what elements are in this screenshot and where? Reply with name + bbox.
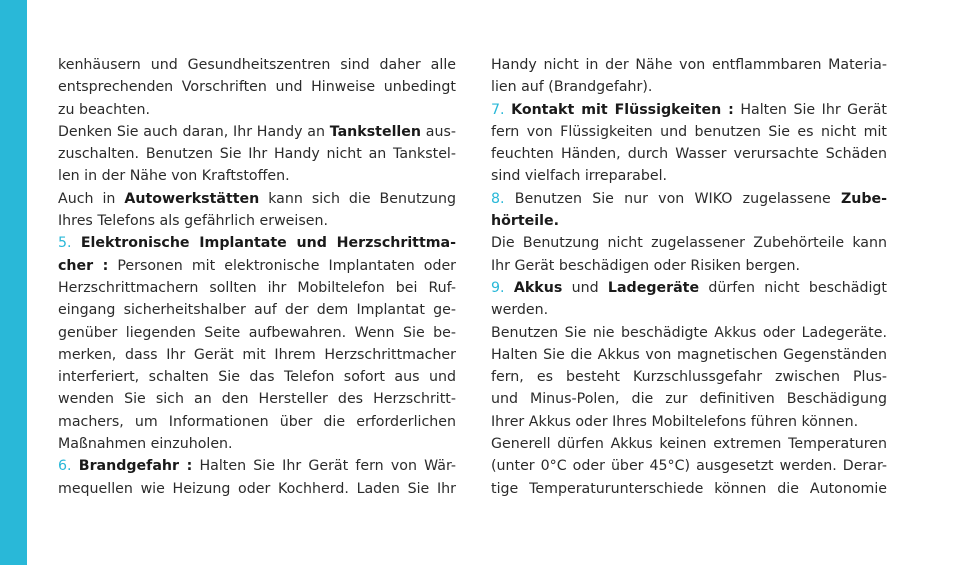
text-line xyxy=(58,188,456,210)
section-number: 6. xyxy=(58,458,72,475)
text-segment: fern, es besteht Kurzschlussgefahr zwischen Plus- xyxy=(491,369,887,386)
text-segment: mequellen wie Heizung oder Kochherd. Laden Sie Ihr xyxy=(58,480,456,497)
bold-term: Autowerkstätten xyxy=(124,190,260,207)
text-line xyxy=(491,277,887,299)
text-line xyxy=(58,165,456,187)
text-line xyxy=(491,54,887,76)
text-segment: Halten Sie die Akkus von magnetischen Gegenständen xyxy=(491,346,887,363)
text-line xyxy=(58,76,456,98)
text-line xyxy=(58,143,456,165)
text-line xyxy=(491,299,887,321)
text-segment: Personen mit elektronische Implantaten oder xyxy=(108,257,457,274)
text-segment: Halten Sie Ihr Gerät fern von Wär- xyxy=(192,458,456,475)
text-segment: genüber liegenden Seite aufbewahren. Wenn Sie be- xyxy=(58,324,456,341)
text-line xyxy=(58,277,456,299)
text-line xyxy=(58,54,456,76)
section-number: 9. xyxy=(491,279,505,296)
text-segment: Handy nicht in der Nähe von entflammbaren Materia- xyxy=(491,57,887,73)
text-segment: Ihres Telefons als gefährlich erweisen. xyxy=(58,213,328,230)
text-line xyxy=(491,143,887,165)
text-segment: Halten Sie Ihr Gerät xyxy=(733,101,887,118)
text-segment: Herzschrittmachern sollten ihr Mobiltelefon bei Ruf- xyxy=(58,279,456,296)
section-number: 5. xyxy=(58,235,72,252)
text-segment: sind vielfach irreparabel. xyxy=(491,168,668,185)
text-line xyxy=(491,99,887,121)
text-line xyxy=(58,344,456,366)
text-segment: Benutzen Sie nie beschädigte Akkus oder Ladegeräte. xyxy=(491,324,887,341)
text-segment: interferiert, schalten Sie das Telefon sofort aus und xyxy=(58,369,456,386)
text-segment: Denken Sie auch daran, Ihr Handy an xyxy=(58,123,330,140)
text-segment xyxy=(72,458,79,474)
bold-term: Ladegeräte xyxy=(607,279,700,296)
text-segment xyxy=(505,280,514,296)
text-line xyxy=(491,165,887,187)
text-line xyxy=(491,232,887,254)
text-segment: eingang sicherheitshalber auf der dem Implantat ge- xyxy=(58,302,456,319)
text-segment: Ihrer Akkus oder Ihres Mobiltelefons führen können. xyxy=(491,413,859,430)
text-segment: kenhäusern und Gesundheitszentren sind daher alle xyxy=(58,57,456,73)
text-line xyxy=(491,76,887,98)
bold-term: Kontakt mit Flüssigkeiten : xyxy=(511,101,734,118)
bold-term: Tankstellen xyxy=(329,123,422,140)
text-line xyxy=(491,344,887,366)
text-line xyxy=(491,433,887,455)
text-segment: zuschalten. Benutzen Sie Ihr Handy nicht an Tankstel- xyxy=(58,146,456,163)
text-segment: Generell dürfen Akkus keinen extremen Temperaturen xyxy=(491,436,887,453)
text-line xyxy=(491,455,887,477)
text-line xyxy=(491,322,887,344)
bold-term: Brandgefahr : xyxy=(78,458,193,475)
text-line xyxy=(58,478,456,500)
text-segment: Die Benutzung nicht zugelassener Zubehörteile kann xyxy=(491,235,887,252)
text-line xyxy=(491,188,887,210)
text-segment: machers, um Informationen über die erforderlichen xyxy=(58,413,456,430)
text-segment: und Minus-Polen, die zur definitiven Beschädigung xyxy=(491,391,887,408)
bold-term: Elektronische Implantate und Herzschrittma- xyxy=(80,235,456,252)
text-line xyxy=(58,411,456,433)
text-line xyxy=(491,366,887,388)
text-segment: wenden Sie sich an den Hersteller des Herzschritt- xyxy=(58,391,456,408)
text-segment: feuchten Händen, durch Wasser verursachte Schäden xyxy=(491,146,887,163)
bold-term: hörteile. xyxy=(491,213,559,230)
text-segment xyxy=(72,235,81,251)
right-text-column xyxy=(491,54,887,500)
bold-term: Zube- xyxy=(840,190,887,207)
text-line xyxy=(491,121,887,143)
text-line xyxy=(491,411,887,433)
text-segment: (unter 0°C oder über 45°C) ausgesetzt werden. Derar- xyxy=(491,458,887,475)
text-segment: Benutzen Sie nur von WIKO zugelassene xyxy=(504,190,841,207)
text-line xyxy=(58,210,456,232)
text-line xyxy=(58,388,456,410)
text-segment: lien auf (Brandgefahr). xyxy=(491,79,653,96)
left-text-column xyxy=(58,54,456,500)
text-segment: Ihr Gerät beschädigen oder Risiken bergen. xyxy=(491,257,801,274)
text-segment: und xyxy=(562,279,608,296)
text-segment: kann sich die Benutzung xyxy=(259,190,456,207)
section-number: 8. xyxy=(491,190,505,207)
text-segment: Auch in xyxy=(58,190,125,207)
text-segment: dürfen nicht beschädigt xyxy=(699,279,887,296)
bold-term: Akkus xyxy=(513,279,563,296)
text-line xyxy=(58,121,456,143)
text-line xyxy=(58,255,456,277)
accent-side-bar xyxy=(0,0,27,565)
text-line xyxy=(58,99,456,121)
text-segment: merken, dass Ihr Gerät mit Ihrem Herzschrittmacher xyxy=(58,346,456,363)
text-segment: fern von Flüssigkeiten und benutzen Sie es nicht mit xyxy=(491,123,887,140)
text-line xyxy=(58,366,456,388)
text-segment: Maßnahmen einzuholen. xyxy=(58,436,233,453)
text-segment: len in der Nähe von Kraftstoffen. xyxy=(58,168,290,185)
text-line xyxy=(58,433,456,455)
bold-term: cher : xyxy=(58,257,109,274)
text-line xyxy=(58,232,456,254)
text-line xyxy=(491,210,887,232)
section-number: 7. xyxy=(491,101,505,118)
text-segment: tige Temperaturunterschiede können die Autonomie xyxy=(491,480,887,497)
text-line xyxy=(491,478,887,500)
text-segment: werden. xyxy=(491,302,549,319)
text-segment: aus- xyxy=(421,123,456,140)
text-line xyxy=(58,322,456,344)
text-line xyxy=(58,455,456,477)
text-line xyxy=(491,388,887,410)
text-line xyxy=(491,255,887,277)
text-segment: zu beachten. xyxy=(58,101,150,118)
text-segment: entsprechenden Vorschriften und Hinweise unbedingt xyxy=(58,79,456,96)
text-line xyxy=(58,299,456,321)
